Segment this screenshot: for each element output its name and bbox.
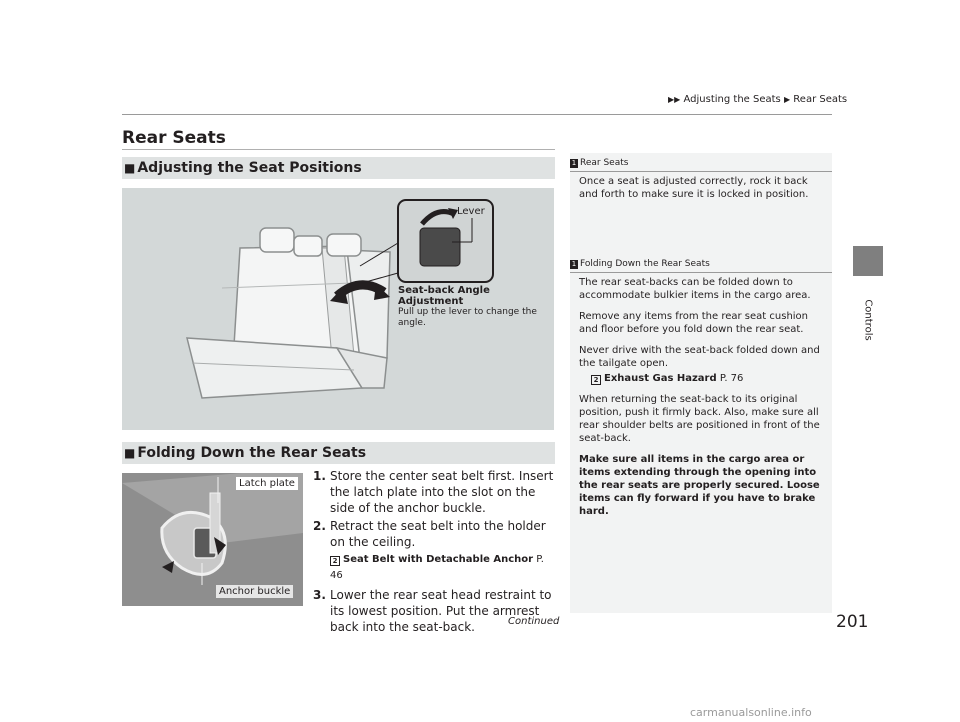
- breadcrumb-parent[interactable]: Adjusting the Seats: [683, 94, 781, 105]
- anchor-buckle-label: Anchor buckle: [216, 585, 293, 598]
- step-number: 3.: [313, 588, 326, 602]
- breadcrumb: [668, 94, 847, 105]
- callout-text: Pull up the lever to change the angle.: [398, 307, 537, 328]
- note-paragraph: Never drive with the seat-back folded down and the tailgate open.: [579, 345, 820, 369]
- watermark: carmanualsonline.info: [690, 706, 812, 719]
- note-title-text: Folding Down the Rear Seats: [580, 259, 710, 269]
- section-heading-folding: [122, 442, 555, 464]
- lever-label: Lever: [457, 206, 485, 217]
- xref-title[interactable]: Seat Belt with Detachable Anchor: [343, 554, 534, 565]
- cross-reference-icon: 2: [591, 375, 601, 385]
- side-tab-label-text: Controls: [862, 299, 874, 341]
- page-title: Rear Seats: [122, 128, 226, 148]
- note-paragraph: When returning the seat-back to its original position, push it firmly back. Also, make sure all rear shoulder belts are positioned in front of the seat-back.: [579, 394, 820, 444]
- breadcrumb-current: Rear Seats: [793, 94, 848, 105]
- note-warning: Make sure all items in the cargo area or items extending through the opening into the rear seats are properly secured. Loose items can fly forward if you have to brake hard.: [579, 454, 820, 517]
- xref-title[interactable]: Exhaust Gas Hazard: [604, 373, 717, 384]
- section-heading-text: Folding Down the Rear Seats: [137, 445, 367, 461]
- xref-page: P. 46: [330, 554, 544, 581]
- note-body-folding: [579, 276, 829, 526]
- note-paragraph: The rear seat-backs can be folded down to accommodate bulkier items in the cargo area.: [579, 277, 811, 301]
- title-divider: [122, 149, 555, 150]
- note-divider: [570, 272, 832, 273]
- note-title-folding: [570, 259, 710, 269]
- step-number: 2.: [313, 519, 326, 533]
- step-item: [313, 518, 558, 550]
- breadcrumb-arrow-icon: ▶: [783, 95, 791, 104]
- note-icon: 1: [571, 159, 577, 167]
- latch-plate-label: Latch plate: [236, 477, 298, 490]
- square-bullet-icon: ■: [124, 446, 136, 460]
- seat-back-callout: [398, 285, 554, 329]
- step-text: Store the center seat belt first. Insert the latch plate into the slot on the side of the anchor buckle.: [330, 469, 554, 515]
- latch-plate-illustration: [122, 473, 303, 606]
- header-divider: [122, 114, 832, 115]
- step-item: [313, 587, 558, 635]
- section-heading-text: Adjusting the Seat Positions: [137, 160, 362, 176]
- square-bullet-icon: ■: [124, 161, 136, 175]
- side-tab-marker[interactable]: [853, 246, 883, 276]
- section-heading-adjusting: [122, 157, 555, 179]
- callout-title: Seat-back Angle Adjustment: [398, 285, 490, 307]
- continued-label: Continued: [508, 616, 560, 627]
- note-paragraph: Remove any items from the rear seat cushion and floor before you fold down the rear seat.: [579, 311, 809, 335]
- note-title-rear-seats: [570, 158, 628, 168]
- note-body-rear-seats: [579, 175, 829, 209]
- note-paragraph: Once a seat is adjusted correctly, rock it back and forth to make sure it is locked in position.: [579, 176, 809, 200]
- cross-reference-link[interactable]: [591, 372, 829, 385]
- step-item: [313, 468, 558, 516]
- step-text: Lower the rear seat head restraint to its lowest position. Put the armrest back into the seat-back.: [330, 588, 552, 634]
- folding-steps: [313, 468, 558, 637]
- page-number: 201: [836, 612, 869, 632]
- cross-reference-icon: 2: [330, 556, 340, 566]
- xref-page: P. 76: [719, 373, 744, 384]
- step-text: Retract the seat belt into the holder on the ceiling.: [330, 519, 546, 549]
- note-icon: 1: [571, 260, 577, 268]
- step-number: 1.: [313, 469, 326, 483]
- cross-reference-link[interactable]: [330, 552, 558, 584]
- rear-seat-illustration: [122, 188, 554, 430]
- note-title-text: Rear Seats: [580, 158, 629, 168]
- breadcrumb-arrow-icon: ▶▶: [668, 95, 681, 104]
- side-tab-label: [852, 290, 884, 350]
- note-divider: [570, 171, 832, 172]
